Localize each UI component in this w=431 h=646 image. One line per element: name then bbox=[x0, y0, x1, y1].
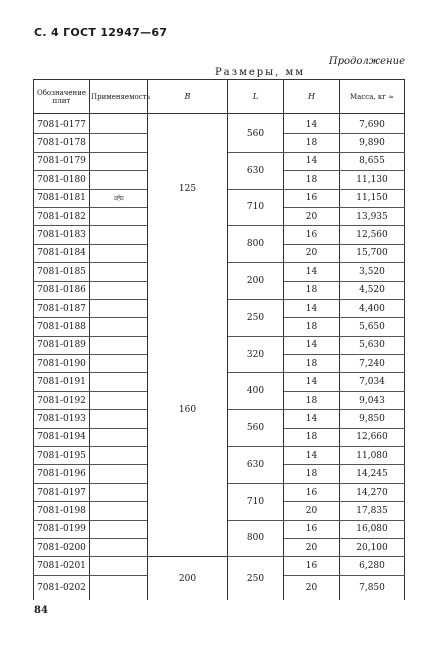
designation-cell: 7081-0201 bbox=[34, 557, 90, 575]
b-value-cell: 200 bbox=[148, 557, 228, 600]
applicability-cell bbox=[90, 575, 148, 600]
applicability-cell bbox=[90, 152, 148, 170]
mass-cell: 6,280 bbox=[340, 557, 405, 575]
designation-cell: 7081-0189 bbox=[34, 336, 90, 354]
l-value-cell: 200 bbox=[228, 263, 284, 300]
col-header-h: H bbox=[284, 80, 340, 114]
designation-cell: 7081-0184 bbox=[34, 244, 90, 262]
table-row bbox=[34, 557, 405, 575]
designation-cell: 7081-0180 bbox=[34, 171, 90, 189]
l-value-cell: 630 bbox=[228, 447, 284, 484]
h-value-cell: 18 bbox=[284, 134, 340, 152]
h-value-cell: 20 bbox=[284, 575, 340, 600]
designation-cell: 7081-0200 bbox=[34, 538, 90, 556]
applicability-cell bbox=[90, 263, 148, 281]
mass-cell: 14,245 bbox=[340, 465, 405, 483]
col-header-b: B bbox=[148, 80, 228, 114]
applicability-cell bbox=[90, 116, 148, 134]
mass-cell: 9,890 bbox=[340, 134, 405, 152]
plates-table bbox=[33, 79, 405, 600]
col-header-mass: Масса, кг ≈ bbox=[340, 80, 405, 114]
h-value-cell: 18 bbox=[284, 171, 340, 189]
table-row bbox=[34, 263, 405, 281]
mass-cell: 4,520 bbox=[340, 281, 405, 299]
h-value-cell: 14 bbox=[284, 152, 340, 170]
h-value-cell: 14 bbox=[284, 336, 340, 354]
continuation-label: Продолжение bbox=[328, 56, 405, 67]
applicability-cell bbox=[90, 207, 148, 225]
designation-cell: 7081-0179 bbox=[34, 152, 90, 170]
col-header-applicability: Применяемость bbox=[90, 80, 148, 114]
mass-cell: 11,150 bbox=[340, 189, 405, 207]
designation-cell: 7081-0182 bbox=[34, 207, 90, 225]
table-row bbox=[34, 116, 405, 134]
l-value-cell: 630 bbox=[228, 152, 284, 189]
page-reference: С. 4 ГОСТ 12947—67 bbox=[34, 26, 168, 39]
designation-cell: 7081-0197 bbox=[34, 483, 90, 501]
designation-cell: 7081-0183 bbox=[34, 226, 90, 244]
mass-cell: 7,034 bbox=[340, 373, 405, 391]
mass-cell: 14,270 bbox=[340, 483, 405, 501]
mass-cell: 11,080 bbox=[340, 447, 405, 465]
col-header-designation: Обозначение плит bbox=[34, 80, 90, 114]
h-value-cell: 14 bbox=[284, 410, 340, 428]
designation-cell: 7081-0193 bbox=[34, 410, 90, 428]
designation-cell: 7081-0186 bbox=[34, 281, 90, 299]
h-value-cell: 16 bbox=[284, 226, 340, 244]
applicability-cell bbox=[90, 410, 148, 428]
h-value-cell: 16 bbox=[284, 520, 340, 538]
mass-cell: 4,400 bbox=[340, 299, 405, 317]
applicability-cell bbox=[90, 538, 148, 556]
designation-cell: 7081-0196 bbox=[34, 465, 90, 483]
designation-cell: 7081-0202 bbox=[34, 575, 90, 600]
ink-smudge: ਕਲੰਕ bbox=[113, 195, 124, 203]
h-value-cell: 16 bbox=[284, 557, 340, 575]
h-value-cell: 18 bbox=[284, 318, 340, 336]
l-value-cell: 320 bbox=[228, 336, 284, 373]
applicability-cell bbox=[90, 226, 148, 244]
designation-cell: 7081-0177 bbox=[34, 116, 90, 134]
h-value-cell: 16 bbox=[284, 483, 340, 501]
h-value-cell: 18 bbox=[284, 281, 340, 299]
designation-cell: 7081-0188 bbox=[34, 318, 90, 336]
h-value-cell: 18 bbox=[284, 428, 340, 446]
l-value-cell: 800 bbox=[228, 520, 284, 557]
h-value-cell: 18 bbox=[284, 465, 340, 483]
applicability-cell bbox=[90, 557, 148, 575]
designation-cell: 7081-0198 bbox=[34, 502, 90, 520]
designation-cell: 7081-0190 bbox=[34, 355, 90, 373]
applicability-cell bbox=[90, 318, 148, 336]
mass-cell: 3,520 bbox=[340, 263, 405, 281]
l-value-cell: 250 bbox=[228, 557, 284, 600]
h-value-cell: 20 bbox=[284, 538, 340, 556]
designation-cell: 7081-0194 bbox=[34, 428, 90, 446]
dimensions-caption: Размеры, мм bbox=[214, 67, 306, 78]
designation-cell: 7081-0192 bbox=[34, 391, 90, 409]
h-value-cell: 14 bbox=[284, 373, 340, 391]
applicability-cell bbox=[90, 483, 148, 501]
mass-cell: 5,650 bbox=[340, 318, 405, 336]
h-value-cell: 18 bbox=[284, 391, 340, 409]
l-value-cell: 560 bbox=[228, 116, 284, 152]
applicability-cell bbox=[90, 502, 148, 520]
mass-cell: 5,630 bbox=[340, 336, 405, 354]
l-value-cell: 250 bbox=[228, 299, 284, 336]
designation-cell: 7081-0187 bbox=[34, 299, 90, 317]
mass-cell: 7,850 bbox=[340, 575, 405, 600]
designation-cell: 7081-0199 bbox=[34, 520, 90, 538]
applicability-cell bbox=[90, 373, 148, 391]
mass-cell: 9,043 bbox=[340, 391, 405, 409]
b-value-cell: 160 bbox=[148, 263, 228, 557]
page-number: 84 bbox=[34, 605, 48, 616]
h-value-cell: 20 bbox=[284, 502, 340, 520]
h-value-cell: 14 bbox=[284, 116, 340, 134]
b-value-cell: 125 bbox=[148, 116, 228, 263]
mass-cell: 13,935 bbox=[340, 207, 405, 225]
h-value-cell: 14 bbox=[284, 263, 340, 281]
h-value-cell: 14 bbox=[284, 299, 340, 317]
mass-cell: 9,850 bbox=[340, 410, 405, 428]
designation-cell: 7081-0181 bbox=[34, 189, 90, 207]
mass-cell: 8,655 bbox=[340, 152, 405, 170]
mass-cell: 20,100 bbox=[340, 538, 405, 556]
h-value-cell: 16 bbox=[284, 189, 340, 207]
applicability-cell bbox=[90, 134, 148, 152]
applicability-cell bbox=[90, 355, 148, 373]
mass-cell: 12,660 bbox=[340, 428, 405, 446]
l-value-cell: 710 bbox=[228, 189, 284, 226]
applicability-cell bbox=[90, 244, 148, 262]
l-value-cell: 560 bbox=[228, 410, 284, 447]
designation-cell: 7081-0195 bbox=[34, 447, 90, 465]
col-header-l: L bbox=[228, 80, 284, 114]
mass-cell: 15,700 bbox=[340, 244, 405, 262]
applicability-cell bbox=[90, 447, 148, 465]
applicability-cell bbox=[90, 428, 148, 446]
h-value-cell: 14 bbox=[284, 447, 340, 465]
l-value-cell: 800 bbox=[228, 226, 284, 263]
applicability-cell bbox=[90, 336, 148, 354]
mass-cell: 17,835 bbox=[340, 502, 405, 520]
designation-cell: 7081-0191 bbox=[34, 373, 90, 391]
mass-cell: 11,130 bbox=[340, 171, 405, 189]
l-value-cell: 400 bbox=[228, 373, 284, 410]
table-header-row bbox=[34, 80, 405, 114]
designation-cell: 7081-0178 bbox=[34, 134, 90, 152]
h-value-cell: 20 bbox=[284, 207, 340, 225]
mass-cell: 16,080 bbox=[340, 520, 405, 538]
mass-cell: 7,240 bbox=[340, 355, 405, 373]
applicability-cell bbox=[90, 189, 148, 207]
applicability-cell bbox=[90, 299, 148, 317]
applicability-cell bbox=[90, 281, 148, 299]
designation-cell: 7081-0185 bbox=[34, 263, 90, 281]
h-value-cell: 18 bbox=[284, 355, 340, 373]
applicability-cell bbox=[90, 391, 148, 409]
applicability-cell bbox=[90, 465, 148, 483]
applicability-cell bbox=[90, 520, 148, 538]
applicability-cell bbox=[90, 171, 148, 189]
h-value-cell: 20 bbox=[284, 244, 340, 262]
mass-cell: 7,690 bbox=[340, 116, 405, 134]
mass-cell: 12,560 bbox=[340, 226, 405, 244]
l-value-cell: 710 bbox=[228, 483, 284, 520]
